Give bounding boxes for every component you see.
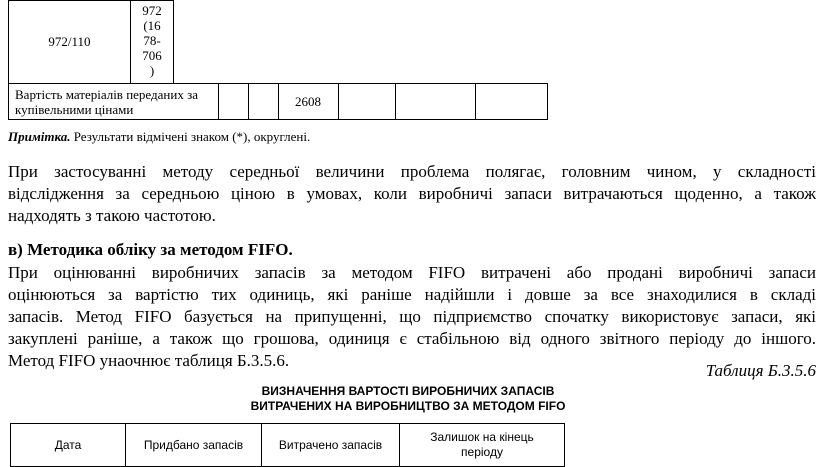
inventory-table — [8, 0, 548, 120]
table-number: Таблиця Б.3.5.6 — [705, 361, 816, 380]
transfer-label-cell: Вартість матеріалів переданих за купівельними цінами — [9, 84, 219, 120]
paragraph-line: Метод FIFO унаочнює таблиця Б.3.5.6. — [8, 351, 290, 370]
paragraph-line: надходять з такою частотою. — [8, 206, 216, 225]
note-text: Результати відмічені знаком (*), округлені. — [70, 129, 311, 144]
section-heading: в) Методика обліку за методом FIFO. — [8, 240, 293, 259]
paragraph-line: При застосуванні методу середньої величини проблема полягає, головним чином, у складності — [8, 162, 816, 181]
paragraph-line: відслідження за середньою ціною в умовах, коли виробничі запаси витрачаються щоденно, а також — [8, 184, 816, 203]
transfer-value-cell: 2608 — [278, 84, 338, 120]
header-spent: Витрачено запасів — [262, 424, 400, 467]
fifo-table — [10, 423, 565, 467]
empty-cell — [338, 84, 395, 120]
paragraph-line: оцінюються за вартістю тих одиниць, які раніше надійшли і довше за все знаходилися в складі — [8, 285, 816, 304]
empty-cell — [395, 84, 475, 120]
table-title-line-2: ВИТРАЧЕНИХ НА ВИРОБНИЦТВО ЗА МЕТОДОМ FIFO — [250, 399, 566, 413]
code-cell: 972 (16 78- 706 ) — [131, 1, 174, 84]
paragraph-2 — [8, 262, 816, 372]
paragraph-line: запасів. Метод FIFO базується на припущенні, що підприємство спочатку використовує запаси, які — [8, 307, 816, 326]
table-title-line-1: ВИЗНАЧЕННЯ ВАРТОСТІ ВИРОБНИЧИХ ЗАПАСІВ — [261, 384, 555, 398]
empty-cell — [218, 84, 248, 120]
account-cell: 972/110 — [9, 1, 131, 84]
header-purchased: Придбано запасів — [126, 424, 262, 467]
note-label: Примітка. — [8, 129, 71, 144]
header-date: Дата — [11, 424, 126, 467]
empty-cell — [248, 84, 278, 120]
header-balance: Залишок на кінець періоду — [400, 424, 565, 467]
paragraph-1 — [8, 161, 816, 227]
paragraph-line: закуплені раніше, а також що грошова, одиниця є стабільною від одного звітного періоду до іншого. — [8, 329, 816, 348]
paragraph-line: При оцінюванні виробничих запасів за методом FIFO витрачені або продані виробничі запаси — [8, 263, 816, 282]
table-note — [8, 129, 310, 145]
empty-cell — [475, 84, 547, 120]
